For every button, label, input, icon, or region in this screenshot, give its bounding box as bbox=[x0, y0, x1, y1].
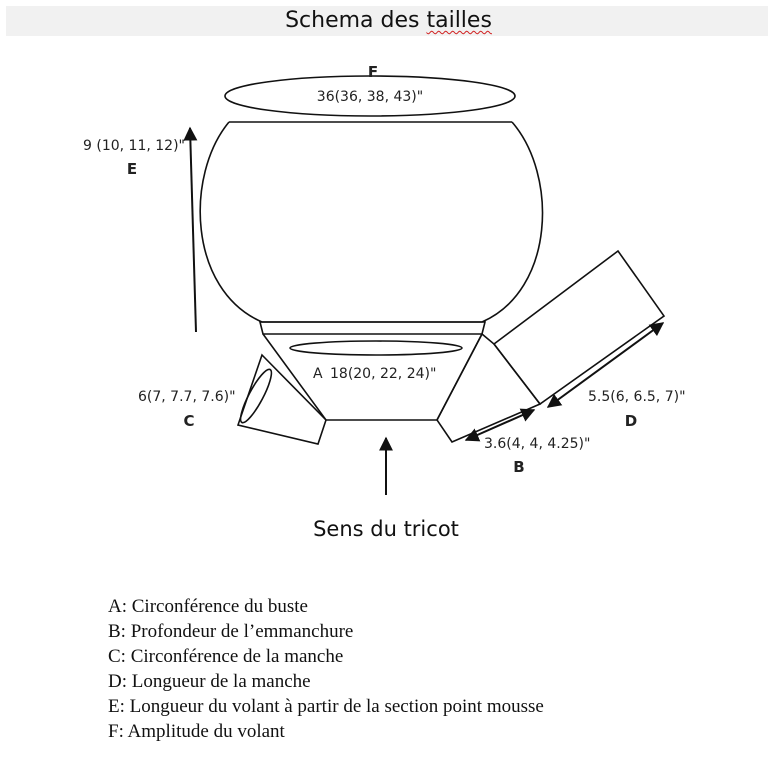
title-text: Schema des bbox=[285, 8, 427, 33]
label-e-letter: E bbox=[126, 160, 138, 178]
label-d-value: 5.5(6, 6.5, 7)" bbox=[588, 389, 686, 405]
left-sleeve-cuff-ellipse bbox=[236, 366, 277, 426]
label-d-letter: D bbox=[624, 412, 638, 430]
label-b-letter: B bbox=[513, 458, 525, 476]
bust-ellipse bbox=[290, 341, 462, 355]
legend-item-d: D: Longueur de la manche bbox=[108, 671, 311, 692]
legend-item-c: C: Circonférence de la manche bbox=[108, 646, 344, 667]
label-a-letter: A bbox=[313, 366, 323, 382]
right-sleeve bbox=[494, 251, 664, 404]
label-f-value: 36(36, 38, 43)" bbox=[316, 89, 424, 105]
label-f-letter: F bbox=[367, 63, 379, 81]
label-e-value: 9 (10, 11, 12)" bbox=[83, 138, 185, 154]
right-armhole bbox=[437, 334, 540, 442]
garter-band bbox=[260, 322, 485, 334]
legend-item-e: E: Longueur du volant à partir de la section point mousse bbox=[108, 696, 544, 717]
label-c-value: 6(7, 7.7, 7.6)" bbox=[138, 389, 236, 405]
legend-item-b: B: Profondeur de l’emmanchure bbox=[108, 621, 354, 642]
title-text-flagged: tailles bbox=[426, 8, 492, 33]
label-a-value: 18(20, 22, 24)" bbox=[330, 366, 437, 382]
arrow-e-length bbox=[190, 128, 196, 332]
knitting-direction-label: Sens du tricot bbox=[313, 517, 459, 541]
label-b-value: 3.6(4, 4, 4.25)" bbox=[484, 436, 591, 452]
legend-list bbox=[108, 594, 544, 744]
legend-item-f: F: Amplitude du volant bbox=[108, 721, 285, 742]
ruffle-body bbox=[200, 122, 542, 322]
legend-item-a: A: Circonférence du buste bbox=[108, 596, 308, 617]
label-c-letter: C bbox=[183, 412, 195, 430]
